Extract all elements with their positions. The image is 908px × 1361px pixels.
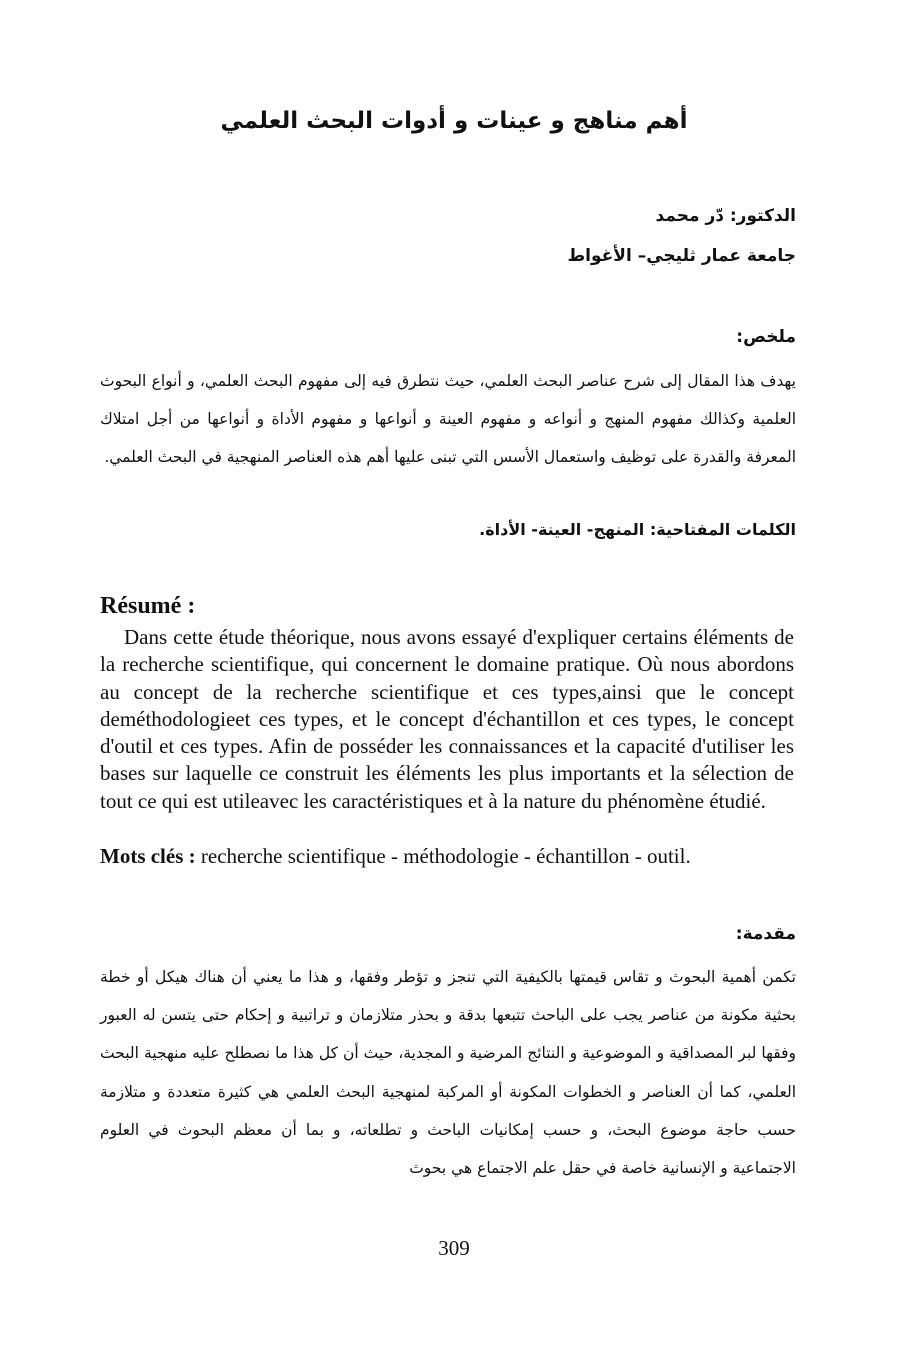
keywords-ar: الكلمات المفتاحية: المنهج- العينة- الأداة. xyxy=(479,520,796,539)
author-name: الدكتور: دّر محمد xyxy=(655,206,796,226)
resume-body-text: Dans cette étude théorique, nous avons essayé d'expliquer certains éléments de la recherche scientifique, qui concernent le domaine pratique. Où nous abordons au concept de la recherche scientifique et ces types,ainsi que le concept deméthodologieet ces types, et le concept d'échantillon et ces types, le concept d'outil et ces types. Afin de posséder les connaissances et la capacité d'utiliser les bases sur laquelle ce construit les éléments les plus importants et la sélection de tout ce qui est utileavec les caractéristiques et à la nature du phénomène étudié. xyxy=(100,625,794,813)
introduction-body: تكمن أهمية البحوث و تقاس قيمتها بالكيفية التي تنجز و تؤطر وفقها، و هذا ما يعني أن هناك هيكل أو خطة بحثية مكونة من عناصر يجب على الباحث تتبعها بدقة و بحذر متلازمان و تراتبية و إحكام حتى يتسن له العبور وفقها لبر المصداقية و الموضوعية و النتائج المرضية و المجدية، حيث أن كل هذا ما نصطلح عليه منهجية البحث العلمي، كما أن العناصر و الخطوات المكونة أو المركبة لمنهجية البحث العلمي هي كثيرة متعددة و متلازمة حسب حاجة موضوع البحث، و حسب إمكانيات الباحث و تطلعاته، و بما أن معظم البحوث في العلوم الاجتماعية و الإنسانية خاصة في حقل علم الاجتماع هي بحوث xyxy=(100,968,796,1178)
author-affiliation: جامعة عمار ثليجي– الأغواط xyxy=(567,246,796,266)
resume-keywords xyxy=(100,843,794,870)
resume-body xyxy=(100,624,794,815)
article-title: أهم مناهج و عينات و أدوات البحث العلمي xyxy=(220,108,688,134)
abstract-ar-heading: ملخص: xyxy=(736,327,796,347)
resume-keywords-value: recherche scientifique - méthodologie - échantillon - outil. xyxy=(195,844,691,868)
abstract-ar-body: يهدف هذا المقال إلى شرح عناصر البحث العلمي، حيث نتطرق فيه إلى مفهوم البحث العلمي، و أنواع البحوث العلمية وكذالك مفهوم المنهج و أنواعه و مفهوم العينة و أنواعها و مفهوم الأداة و أنواعها من أجل امتلاك المعرفة والقدرة على توظيف واستعمال الأسس التي تبنى عليها أهم هذه العناصر المنهجية في البحث العلمي. xyxy=(100,372,796,466)
resume-heading: Résumé : xyxy=(100,593,196,619)
resume-keywords-label: Mots clés : xyxy=(100,844,196,868)
page-number: 309 xyxy=(438,1236,470,1260)
introduction-heading: مقدمة: xyxy=(735,924,796,944)
